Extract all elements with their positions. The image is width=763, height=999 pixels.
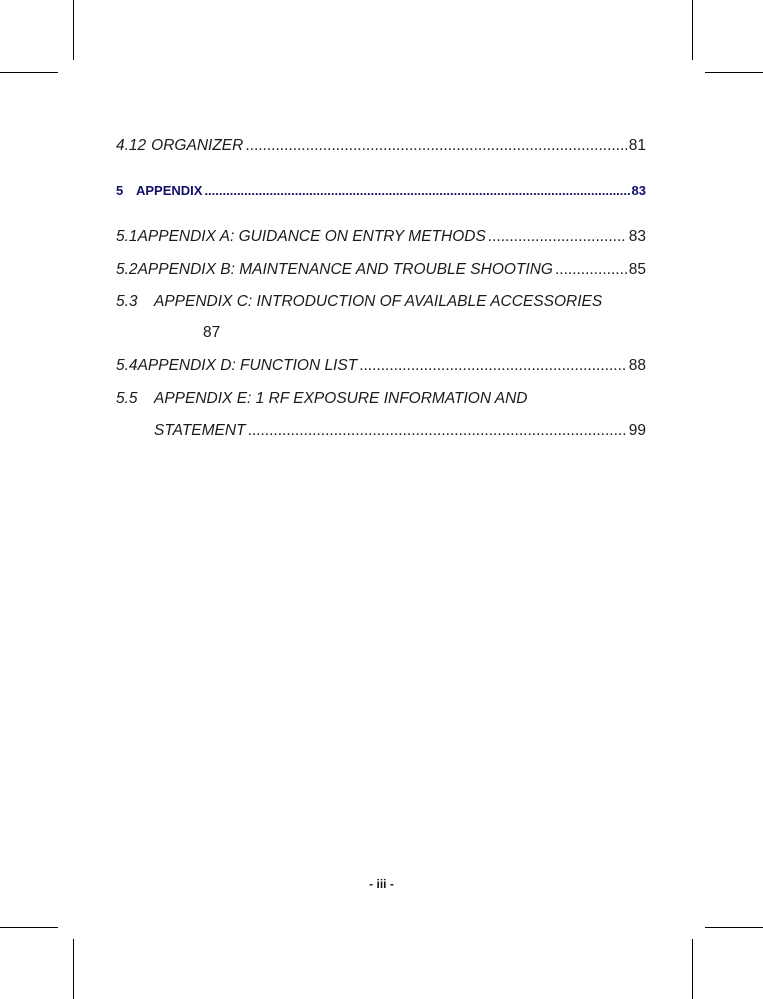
toc-entry-5-5-continuation[interactable]	[154, 421, 646, 441]
crop-mark-bottom-right-horizontal	[705, 927, 763, 928]
toc-entry-title: APPENDIX B: MAINTENANCE AND TROUBLE SHOOTING	[137, 261, 553, 278]
toc-entry-page: 99	[628, 422, 646, 439]
toc-entry-title: APPENDIX A: GUIDANCE ON ENTRY METHODS	[137, 228, 486, 245]
toc-entry-5-5[interactable]	[116, 389, 646, 409]
toc-entry-5-1[interactable]	[116, 227, 646, 247]
toc-leader-dots	[488, 227, 627, 247]
toc-entry-number: 5.1	[116, 228, 138, 245]
toc-entry-page: 85	[628, 261, 646, 278]
toc-leader-dots	[245, 136, 626, 156]
toc-section-page: 83	[631, 183, 646, 198]
crop-mark-bottom-left-horizontal	[0, 927, 58, 928]
page-number-footer: - iii -	[369, 877, 394, 891]
toc-entry-5-4[interactable]	[116, 356, 646, 376]
toc-leader-dots	[555, 260, 627, 280]
toc-entry-number: 4.12	[116, 137, 147, 154]
toc-leader-dots	[248, 421, 627, 441]
toc-entry-number: 5.4	[116, 357, 138, 374]
toc-entry-number: 5.5	[116, 390, 138, 407]
toc-entry-title-line1: APPENDIX E: 1 RF EXPOSURE INFORMATION AND	[154, 390, 528, 407]
toc-entry-page: 88	[628, 357, 646, 374]
crop-mark-top-left-horizontal	[0, 72, 58, 73]
toc-entry-5-2[interactable]	[116, 260, 646, 280]
toc-section-number: 5	[116, 183, 124, 198]
toc-entry-5-3-page: 87	[203, 324, 221, 341]
crop-mark-top-left-vertical	[73, 0, 74, 60]
toc-entry-5-3[interactable]	[116, 292, 646, 312]
crop-mark-bottom-right-vertical	[692, 939, 693, 999]
crop-mark-top-right-horizontal	[705, 72, 763, 73]
toc-section-title: APPENDIX	[135, 183, 203, 198]
toc-entry-4-12[interactable]	[116, 136, 646, 156]
toc-entry-number: 5.3	[116, 293, 138, 310]
toc-section-5[interactable]	[116, 181, 646, 201]
toc-entry-title: APPENDIX C: INTRODUCTION OF AVAILABLE ACCESSORIES	[154, 293, 603, 310]
toc-entry-number: 5.2	[116, 261, 138, 278]
toc-leader-dots	[204, 181, 629, 201]
toc-entry-title-line2: STATEMENT	[154, 422, 246, 439]
toc-leader-dots	[359, 356, 627, 376]
toc-entry-page: 81	[628, 137, 646, 154]
crop-mark-top-right-vertical	[692, 0, 693, 60]
toc-entry-title: APPENDIX D: FUNCTION LIST	[137, 357, 358, 374]
toc-entry-page: 83	[628, 228, 646, 245]
crop-mark-bottom-left-vertical	[73, 939, 74, 999]
toc-entry-title: ORGANIZER	[151, 137, 244, 154]
